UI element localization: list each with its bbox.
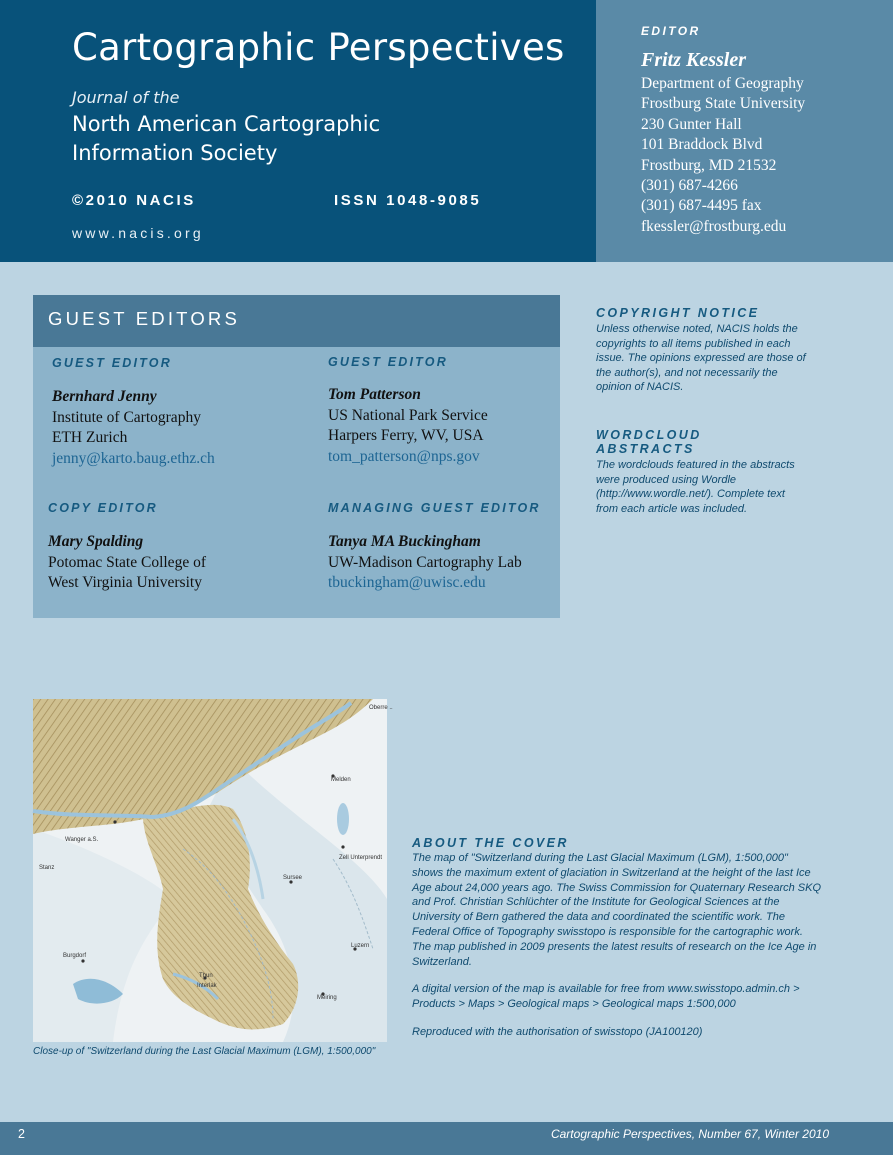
map-label: Thun [199, 973, 213, 979]
copyright-line: ©2010 NACIS [72, 192, 196, 209]
editor-contact-box [596, 0, 893, 262]
cover-paragraph: Reproduced with the authorisation of swisstopo (JA100120) [412, 1025, 703, 1038]
person-name: Bernhard Jenny [52, 388, 157, 405]
about-the-cover [412, 836, 822, 1040]
map-label: Stanz [39, 865, 55, 871]
role-label: MANAGING GUEST EDITOR [328, 501, 541, 515]
map-caption: Close-up of "Switzerland during the Last Glacial Maximum (LGM), 1:500,000" [33, 1046, 376, 1057]
person-name: Tanya MA Buckingham [328, 533, 481, 550]
page-number: 2 [18, 1127, 25, 1141]
editor-label: EDITOR [641, 24, 701, 38]
map-label: Meiring [317, 995, 337, 1001]
managing-editor-buckingham [328, 532, 522, 594]
editor-line: 101 Braddock Blvd [641, 136, 763, 154]
society-line-1: North American Cartographic [72, 112, 381, 136]
map-label: Wanger a.S. [65, 837, 99, 843]
wordcloud-label: WORDCLOUD ABSTRACTS [596, 428, 702, 456]
email-link[interactable]: jenny@karto.baug.ethz.ch [52, 449, 215, 467]
footer-citation: Cartographic Perspectives, Number 67, Winter 2010 [550, 1127, 829, 1141]
glacier-map-illustration [33, 699, 393, 1042]
person-line: US National Park Service [328, 406, 488, 424]
website-url[interactable]: www.nacis.org [72, 225, 204, 241]
editor-email[interactable]: fkessler@frostburg.edu [641, 217, 787, 235]
map-label: Interlak [197, 983, 217, 989]
role-label: GUEST EDITOR [52, 356, 172, 370]
role-label: COPY EDITOR [48, 501, 158, 515]
editor-line: Frostburg State University [641, 95, 806, 113]
cover-paragraph: The map of "Switzerland during the Last Glacial Maximum (LGM), 1:500,000" shows the maximum extent of glaciation in Switzerland at the height of the last Ice Age about 24,000 years ago. The Swiss Commission for Quaternary Research SKQ and Prof. Christian Schlüchter of the Institute for Geological Sciences at the University of Bern gathered the data and coordinated the scientific work. The Federal Office of Topography swisstopo is responsible for the cartographic work. The map published in 2009 presents the latest results of research on the Ice Age in Switzerland. [412, 852, 822, 968]
guest-editor-jenny [52, 387, 215, 469]
map-label: Oberre .. [369, 705, 393, 711]
guest-editors-panel [33, 295, 560, 618]
editor-line: Frostburg, MD 21532 [641, 156, 777, 174]
person-line: West Virginia University [48, 574, 202, 591]
issn-line: ISSN 1048-9085 [334, 192, 482, 209]
masthead [0, 0, 596, 262]
page-footer [0, 1122, 893, 1155]
guest-editors-heading: GUEST EDITORS [33, 295, 560, 347]
editor-line: Department of Geography [641, 75, 804, 92]
editor-address [641, 74, 805, 237]
editor-line: (301) 687-4266 [641, 177, 738, 195]
person-name: Tom Patterson [328, 386, 421, 403]
editor-line: 230 Gunter Hall [641, 115, 742, 133]
copyright-notice-label: COPYRIGHT NOTICE [596, 306, 760, 320]
person-line: Institute of Cartography [52, 408, 201, 426]
copyright-notice-text: Unless otherwise noted, NACIS holds the copyrights to all items published in each issue. The opinions expressed are those of the author(s), and not necessarily the opinion of NACIS. [596, 323, 806, 394]
journal-of-text: Journal of the [72, 88, 180, 107]
cover-map-image [33, 699, 393, 1042]
editor-line: (301) 687-4495 fax [641, 197, 762, 215]
email-link[interactable]: tbuckingham@uwisc.edu [328, 574, 486, 591]
copy-editor-spalding [48, 532, 206, 594]
about-cover-label: ABOUT THE COVER [412, 836, 569, 850]
person-line: Potomac State College of [48, 553, 206, 571]
map-label: Zell Unterprendt [339, 855, 383, 861]
guest-editor-patterson [328, 385, 488, 467]
editor-name: Fritz Kessler [641, 49, 747, 71]
email-link[interactable]: tom_patterson@nps.gov [328, 447, 480, 465]
cover-paragraph: A digital version of the map is available for free from www.swisstopo.admin.ch > Products > Maps > Geological maps > Geological maps 1:500,000 [412, 983, 800, 1011]
society-line-2: Information Society [72, 141, 278, 165]
map-label: Burgdorf [63, 953, 87, 959]
map-label: Melden [331, 777, 351, 783]
copyright-notice [596, 306, 811, 395]
map-label: Sursee [283, 875, 303, 881]
person-line: UW-Madison Cartography Lab [328, 553, 522, 571]
person-name: Mary Spalding [48, 533, 144, 550]
wordcloud-notice [596, 428, 796, 516]
society-name [72, 110, 380, 168]
map-label: Luzern [351, 943, 370, 949]
person-line: Harpers Ferry, WV, USA [328, 427, 484, 444]
role-label: GUEST EDITOR [328, 355, 448, 369]
person-line: ETH Zurich [52, 429, 128, 446]
journal-title: Cartographic Perspectives [72, 26, 565, 69]
wordcloud-text: The wordclouds featured in the abstracts were produced using Wordle (http://www.wordle.net/). Complete text from each article was included. [596, 459, 795, 515]
